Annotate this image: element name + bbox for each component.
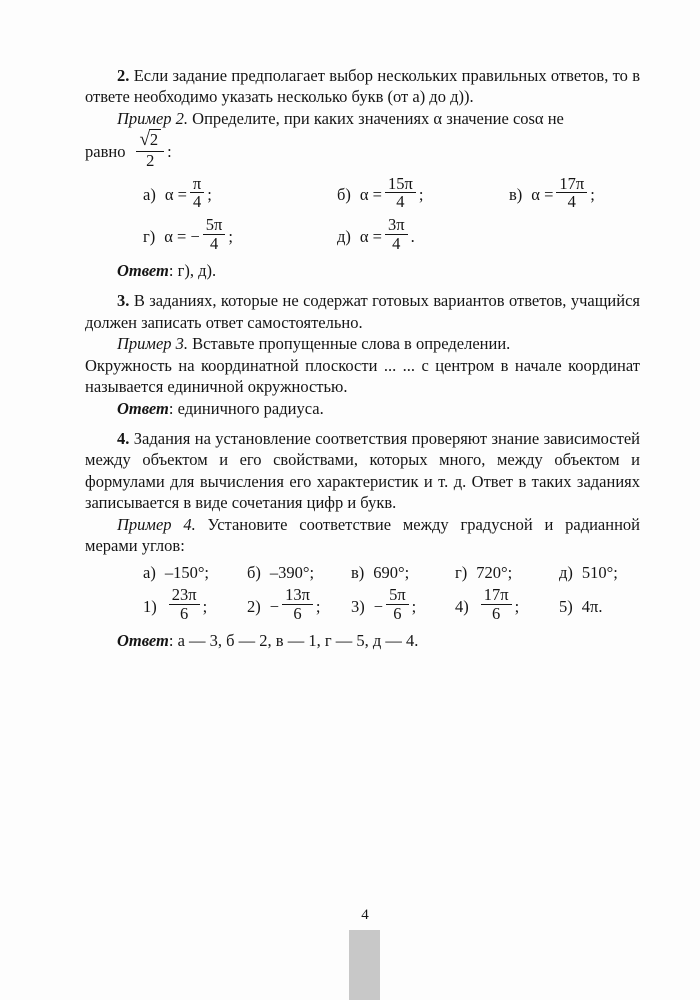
option-expression: α = [164,185,187,205]
item-punct: ; [202,596,208,616]
example-3-intro [85,333,640,354]
answer-label: Ответ [117,260,169,280]
section-3-number: 3. [117,291,130,311]
fraction [385,216,408,253]
fraction-denominator: 2 [136,151,164,170]
item-sign: − [269,596,280,616]
item-label: 3) [351,596,365,616]
option-d [337,215,415,255]
radian-item-1 [143,585,247,625]
example-3-label: Пример 3. [117,334,189,354]
sqrt-fraction [136,130,164,169]
answer-text: : единичного радиуса. [168,398,324,418]
example-2-condition-line [85,129,640,171]
fraction-numerator: 15π [387,173,413,193]
item-value: 510°; [581,562,618,582]
radian-item-4 [455,585,559,625]
item-value: –390°; [269,562,315,582]
option-g [143,215,337,255]
answer-label: Ответ [117,398,169,418]
section-2-intro [85,65,640,108]
fraction-numerator: 17π [559,173,585,193]
definition-text: Окружность на координатной плоскости ... ... с центром в начале координат называется единичной окружностью. [85,355,640,397]
fraction-denominator: 6 [386,604,409,623]
answer-text: : г), д). [168,260,217,280]
option-v [509,173,595,214]
fraction-numerator: 13π [285,585,310,605]
page-number: 4 [361,907,369,923]
option-letter: г) [143,226,156,246]
option-expression: α = [531,185,554,205]
example-4-text: Установите соответствие между градусной и радианной мерами углов: [85,514,640,556]
section-2-text: Если задание предполагает выбор нескольких правильных ответов, то в ответе необходимо указать несколько букв (от а) до д)). [85,66,640,107]
item-label: 1) [143,596,157,616]
radical-sign: √ [139,129,150,151]
section-4-text: Задания на установление соответствия проверяют знание зависимостей между объектом и его свойствами, которых много, между объектом и формулами для вычисления его характеристик и т. д. Ответ в таких заданиях записывается в виде сочетания цифр и букв. [85,428,640,513]
option-punct: ; [590,185,595,205]
section-3-text: В заданиях, которые не содержат готовых вариантов ответов, учащийся должен записать ответ самостоятельно. [85,291,640,332]
degree-item-a [143,562,247,583]
radian-item-5 [559,596,602,617]
option-punct: . [410,226,415,246]
item-label: г) [455,562,468,582]
radian-item-3 [351,585,455,625]
item-punct: ; [514,596,520,616]
item-sign: − [373,596,384,616]
fraction-denominator: 6 [169,604,200,623]
fraction-numerator [136,130,164,151]
item-label: д) [559,562,573,582]
radicand: 2 [149,129,161,149]
example-4-radians-row [85,585,640,625]
item-value: 720°; [476,562,513,582]
text-ravno: равно [85,142,126,162]
example-3-answer [85,398,640,419]
degree-item-d [559,562,618,583]
fraction [169,586,200,623]
option-b [337,173,509,214]
example-4-intro [85,514,640,557]
example-4-degrees-row [85,562,640,583]
colon: : [167,142,172,162]
fraction-numerator: 3π [387,215,405,235]
option-letter: в) [509,185,523,205]
section-4-intro [85,428,640,514]
fraction [282,586,313,623]
fraction-denominator: 4 [556,192,587,211]
fraction-denominator: 6 [481,604,512,623]
option-punct: ; [418,185,424,205]
degree-item-b [247,562,351,583]
fraction [386,586,409,623]
answer-text: : а — 3, б — 2, в — 1, г — 5, д — 4. [168,630,419,650]
option-a [143,173,337,214]
option-expression: α = [359,185,382,205]
degree-item-g [455,562,559,583]
option-expression: α = [359,226,382,246]
option-expression: α = − [164,226,200,246]
option-letter: а) [143,185,156,205]
item-value: –150°; [164,562,210,582]
example-2-text: Определите, при каких значениях α значение cosα не [188,108,564,128]
fraction-denominator: 4 [385,192,416,211]
fraction [481,586,512,623]
fraction [203,216,226,253]
fraction-denominator: 4 [190,192,204,211]
example-2-options-row-2 [85,215,640,255]
example-4-label: Пример 4. [117,514,196,534]
fraction-numerator: π [192,173,202,193]
item-label: 2) [247,596,261,616]
fraction-numerator: 23π [171,585,197,605]
section-2-number: 2. [117,66,130,85]
footer-bar [349,930,380,1000]
fraction-numerator: 5π [389,585,406,605]
example-2-label: Пример 2. [117,108,189,128]
fraction-denominator: 4 [203,234,226,253]
example-4-answer [85,630,640,651]
item-value: 4π. [581,596,603,616]
fraction-numerator: 17π [483,585,509,605]
option-letter: б) [337,185,351,205]
radian-item-2 [247,585,351,625]
fraction-denominator: 6 [282,604,313,623]
item-label: 5) [559,596,573,616]
section-3-intro [85,290,640,333]
section-4-number: 4. [117,428,130,448]
option-punct: ; [207,185,212,205]
degree-item-v [351,562,455,583]
fraction-denominator: 4 [385,234,408,253]
fraction-numerator: 5π [205,215,223,235]
example-2-options-row-1 [85,173,640,214]
item-label: в) [351,562,365,582]
fraction [385,175,416,212]
item-punct: ; [315,596,321,616]
example-3-text: Вставьте пропущенные слова в определении. [188,334,511,354]
option-letter: д) [337,226,351,246]
item-punct: ; [411,596,417,616]
answer-label: Ответ [117,630,169,650]
item-label: 4) [455,596,469,616]
item-value: 690°; [373,562,410,582]
example-2-answer [85,260,640,281]
fraction [190,175,204,212]
item-label: б) [247,562,261,582]
item-label: а) [143,562,156,582]
example-2-intro [85,108,640,129]
fraction [556,175,587,212]
option-punct: ; [228,226,233,246]
